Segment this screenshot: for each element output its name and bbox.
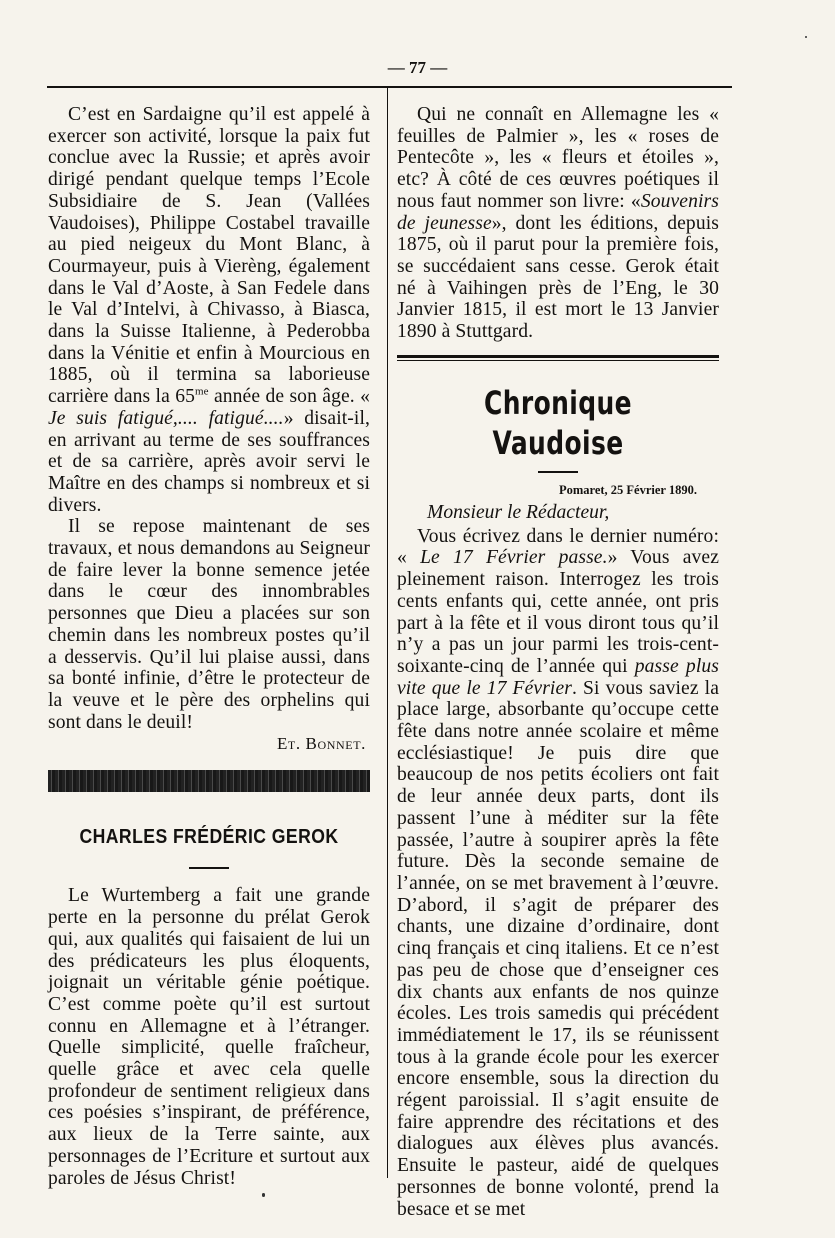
section-rule-thick [397, 355, 719, 358]
salutation: Monsieur le Rédacteur, [427, 501, 610, 523]
page-number: — 77 — [387, 58, 448, 77]
obituary-paragraph-1: C’est en Sardaigne qu’il est appelé à exercer son activité, lorsque la paix fut conclue avec la Russie; et après avoir dirigé pendant quelque temps l’Ecole Subsidiaire de S. Jean (Vallées Vaudoises), Philippe Costabel travaille au pied neigeux du Mont Blanc, à Courmayeur, puis à Vierèng, également dans le Val d’Aoste, à San Fedele dans le Val d’Intelvi, à Chivasso, à Biasca, dans la Suisse Italienne, à Pederobba dans la Vénitie et enfin à Mourcious en 1885, où il termina sa laborieuse carrière dans la $65^{me}$ année de son âge. « Je suis fatigué,.... fatigué....» disait-il, en arrivant au terme de ses souffrances et de sa carrière, après avoir servi le Maître en des champs si nombreux et si divers. [48, 104, 371, 516]
header-rule [47, 86, 732, 88]
left-column [48, 104, 370, 1189]
gerok-paragraph-1: Le Wurtemberg a fait une grande perte en la personne du prélat Gerok qui, aux qualités qui faisaient de lui un des prédicateurs les plus éloquents, joignait un véritable génie poétique. C’est comme poète qu’il est surtout connu en Allemagne et à l’étranger. Quelle simplicité, quelle fraîcheur, quelle grâce et avec cela quelle profondeur de sentiment religieux dans ces poésies s’inspirant, de préférence, aux lieux de la Terre sainte, aux personnages de l’Ecriture et surtout aux paroles de Jésus Christ! [48, 885, 370, 1189]
obituary-paragraph-2: Il se repose maintenant de ses travaux, et nous demandons au Seigneur de faire lever la bonne semence jetée dans le cœur des innombrables personnes que Dieu a placées sur son chemin dans les nombreux postes qu’il a desservis. Qu’il lui plaise aussi, dans sa bonté infinie, d’être le protecteur de la veuve et le père des orphelins qui sont dans le deuil! [48, 516, 370, 733]
dateline: Pomaret, 25 Février 1890. [558, 482, 697, 497]
title-rule [189, 867, 229, 869]
gerok-paragraph-2: Qui ne connaît en Allemagne les « feuilles de Palmier », les « roses de Pentecôte », les « fleurs et étoiles », etc? À côté de ces œuvres poétiques il nous faut nommer son livre: «Souvenirs de jeunesse», dont les éditions, depuis 1875, où il parut pour la première fois, se succédaient sans cesse. Gerok était né à Vaihingen près de l’Eng, le 30 Janvier 1815, il est mort le 13 Janvier 1890 à Stuttgard. [397, 104, 719, 343]
section-title-gerok: CHARLES FRÉDÉRIC GEROK [79, 826, 339, 849]
signature: Et. Bonnet. [276, 734, 366, 754]
ink-speck [262, 1193, 265, 1197]
chronique-title-rule [538, 471, 578, 473]
column-divider [387, 88, 388, 1178]
section-rule-thin [397, 360, 719, 361]
decorative-banner [48, 770, 370, 792]
chronique-paragraph: Vous écrivez dans le dernier numéro: « Le 17 Février passe.» Vous avez pleinement raison. Interrogez les trois cents enfants qui, cette année, ont pris part à la fête et il vous diront tous qu’il n’y a pas un jour parmi les trois-cent-soixante-cinq de l’année qui passe plus vite que le 17 Février. Si vous saviez la place large, absorbante qu’occupe cette fête dans notre année scolaire et même ecclésiastique! Je puis dire que beaucoup de nos petits écoliers ont fait de leur année deux parts, dont ils passent l’une à méditer sur la fête passée, l’autre à soupirer après la fête future. Dès la seconde semaine de l’année, on se met bravement à l’œuvre. D’abord, il s’agit de préparer des chants, une dizaine d’ordinaire, dont cinq français et cinq italiens. Et ce n’est pas peu de chose que d’enseigner ces dix chants aux enfants de nos quinze écoles. Les trois samedis qui précédent immédiatement le 17, ils se réunissent tous à la grande école pour les exercer encore ensemble, sous la direction du régent paroissial. Il s’agit ensuite de faire apprendre des récitations et des dialogues aux élèves plus avancés. Ensuite le pasteur, aidé de quelques personnes de bonne volonté, prend la besace et se met [397, 525, 719, 1220]
right-column [397, 104, 719, 1220]
section-title-chronique: Chronique Vaudoise [484, 383, 632, 462]
ink-speck [805, 36, 807, 38]
